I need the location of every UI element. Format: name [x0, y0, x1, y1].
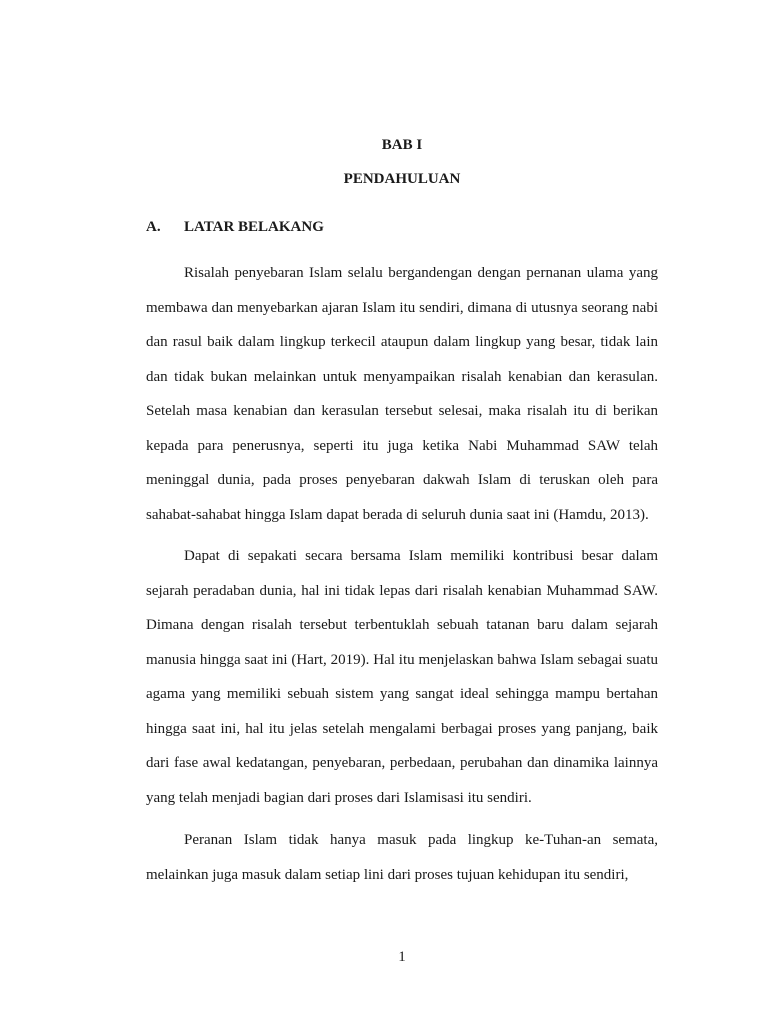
section-heading [146, 220, 324, 235]
chapter-number: BAB I [381, 137, 423, 153]
paragraph-2: Dapat di sepakati secara bersama Islam memiliki kontribusi besar dalam sejarah peradaban dunia, hal ini tidak lepas dari risalah kenabian Muhammad SAW. Dimana dengan risalah tersebut terbentuklah sebuah tatanan baru dalam sejarah manusia hingga saat ini (Hart, 2019). Hal itu menjelaskan bahwa Islam sebagai suatu agama yang memiliki sebuah sistem yang sangat ideal sehingga mampu bertahan hingga saat ini, hal itu jelas setelah mengalami berbagai proses yang panjang, baik dari fase awal kedatangan, penyebaran, perbedaan, perubahan dan dinamika lainnya yang telah menjadi bagian dari proses dari Islamisasi itu sendiri. [146, 548, 658, 806]
chapter-title: PENDAHULUAN [343, 171, 461, 187]
page-number: 1 [398, 949, 406, 965]
paragraph-1: Risalah penyebaran Islam selalu bergandengan dengan pernanan ulama yang membawa dan menyebarkan ajaran Islam itu sendiri, dimana di utusnya seorang nabi dan rasul baik dalam lingkup terkecil ataupun dalam lingkup yang besar, tidak lain dan tidak bukan melainkan untuk menyampaikan risalah kenabian dan kerasulan. Setelah masa kenabian dan kerasulan tersebut selesai, maka risalah itu di berikan kepada para penerusnya, seperti itu juga ketika Nabi Muhammad SAW telah meninggal dunia, pada proses penyebaran dakwah Islam di teruskan oleh para sahabat-sahabat hingga Islam dapat berada di seluruh dunia saat ini (Hamdu, 2013). [146, 265, 658, 523]
section-letter: A. [146, 219, 161, 235]
section-title: LATAR BELAKANG [184, 219, 324, 235]
paragraph-3: Peranan Islam tidak hanya masuk pada lingkup ke-Tuhan-an semata, melainkan juga masuk dalam setiap lini dari proses tujuan kehidupan itu sendiri, [146, 832, 658, 883]
